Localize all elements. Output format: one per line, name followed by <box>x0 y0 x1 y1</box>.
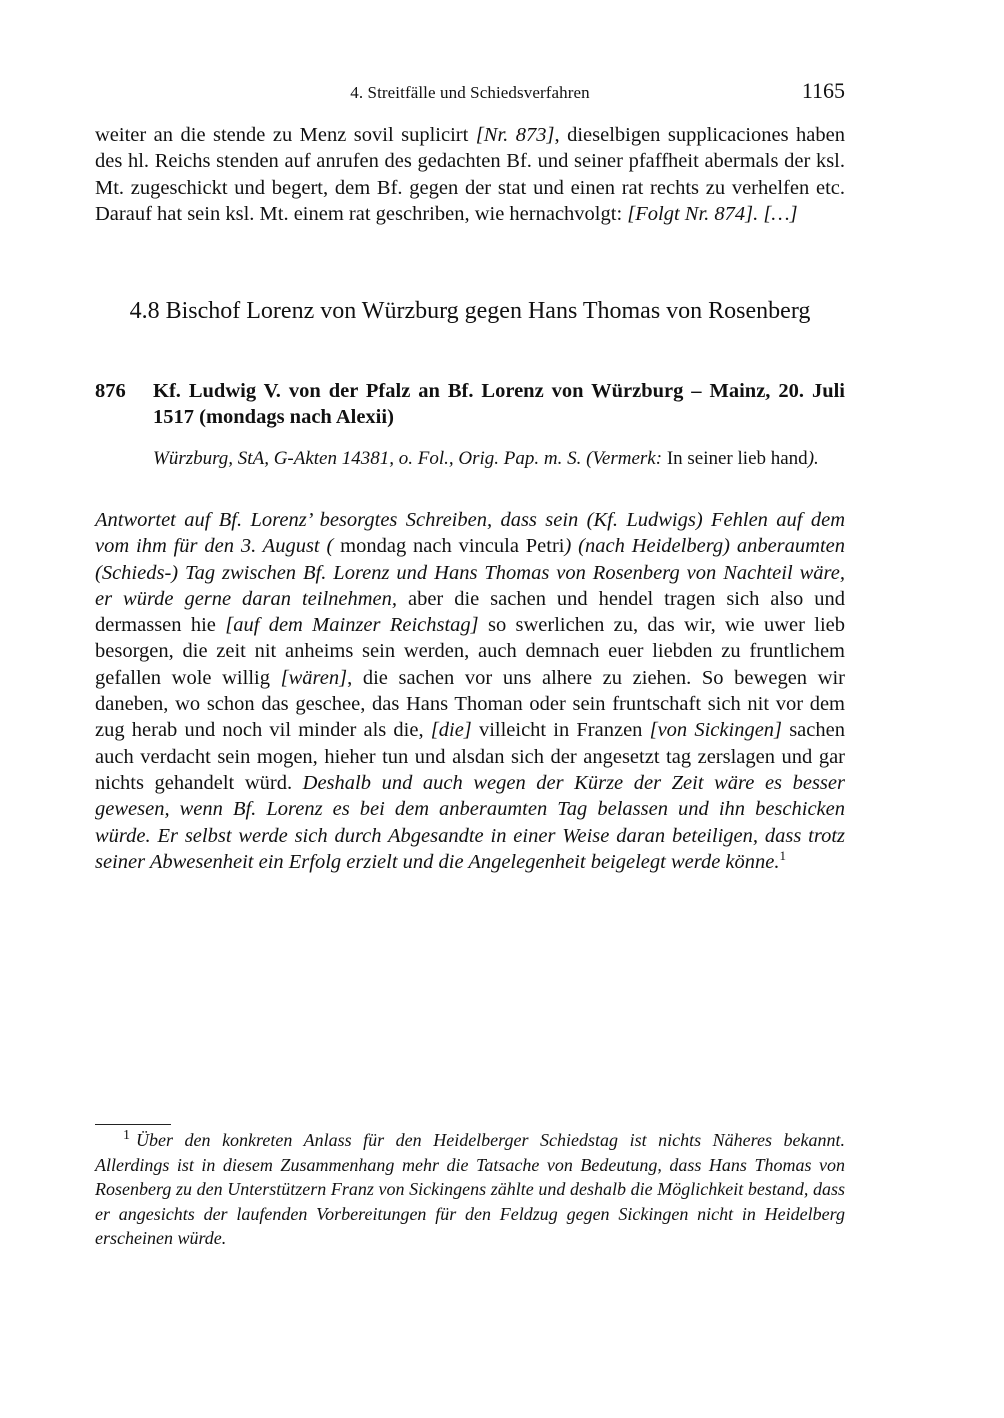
editorial-reference: [Nr. 873] <box>475 124 555 146</box>
editorial-insert: [die] <box>430 719 472 742</box>
document-heading <box>95 378 845 430</box>
footnote-reference[interactable]: 1 <box>779 848 786 864</box>
quote-run: mondag nach vincula Petri <box>333 535 565 558</box>
text-run: , dieselbigen supplicaciones haben des hl. Reichs stenden auf anrufen des gedachten Bf. und seiner pfaffheit abermals der ksl. Mt. zugeschickt und begert, dem Bf. gegen der stat und einen rat rechts zu verhelfen etc. Darauf hat sein ksl. Mt. einem rat geschriben, wie hernachvolgt: <box>95 124 846 225</box>
source-citation: Würzburg, StA, G-Akten 14381, o. Fol., Orig. Pap. m. S. (Vermerk: <box>153 448 667 469</box>
continuation-paragraph <box>95 122 845 227</box>
source-close: ). <box>807 448 819 469</box>
quote-run: , die sachen vor uns alhere zu ziehen. So bewegen wir daneben, wo schon das geschee, das Hans Thoman oder sein fruntschaft sich nit vor dem zug herab und noch vil minder als die, <box>95 666 845 742</box>
quote-run: villeicht in Franzen <box>471 719 650 742</box>
quote-run: aber die sachen und hendel tragen sich also und dermassen hie <box>95 587 845 637</box>
source-remark: In seiner lieb hand <box>666 448 808 469</box>
source-note <box>153 447 845 470</box>
main-paragraph <box>95 507 845 875</box>
footnote-divider <box>95 1124 171 1125</box>
running-head <box>95 80 845 110</box>
document-number: 876 <box>95 380 126 402</box>
editorial-reference: [Folgt Nr. 874]. […] <box>627 202 798 225</box>
section-heading: 4.8 Bischof Lorenz von Würzburg gegen Hans Thomas von Rosenberg <box>129 298 811 324</box>
text-run: weiter an die stende zu Menz sovil suplicirt <box>95 124 476 146</box>
page-number: 1165 <box>801 78 845 103</box>
footnote-number: 1 <box>123 1128 130 1143</box>
summary-run: Antwortet auf Bf. Lorenz’ besorgtes Schreiben, dass sein (Kf. Ludwigs) Fehlen auf dem vom ihm für den 3. August ( <box>95 509 845 558</box>
running-title: 4. Streitfälle und Schiedsverfahren <box>350 83 590 102</box>
footnote <box>95 1128 845 1251</box>
document-title: Kf. Ludwig V. von der Pfalz an Bf. Lorenz von Würzburg – Mainz, 20. Juli 1517 (mondags nach Alexii) <box>153 380 845 428</box>
editorial-insert: [wären] <box>280 666 348 689</box>
quote-run: so swerlichen zu, das wir, wie uwer lieb besorgen, die zeit nit anheims sein werden, auch demnach euer liebden zu fruntlichem gefallen wole willig <box>95 614 845 689</box>
summary-run: ) (nach Heidelberg) anberaumten (Schieds-) Tag zwischen Bf. Lorenz und Hans Thomas von Rosenberg von Nachteil wäre, er würde gerne daran teilnehmen, <box>95 535 846 610</box>
summary-run: Deshalb und auch wegen der Kürze der Zeit wäre es besser gewesen, wenn Bf. Lorenz es bei dem anberaumten Tag belassen und ihn beschicken würde. Er selbst werde sich durch Abgesandte in einer Weise daran beteiligen, dass trotz seiner Abwesenheit ein Erfolg erzielt und die Angelegenheit beigelegt werde könne. <box>95 771 845 873</box>
quote-run: sachen auch verdacht sein mogen, hieher tun und alsdan sich der angesetzt tag zerslagen und gar nichts gehandelt würd. <box>95 719 845 794</box>
footnote-text: Über den konkreten Anlass für den Heidelberger Schiedstag ist nichts Näheres bekannt. Allerdings ist in diesem Zusammenhang mehr die Tatsache von Bedeutung, dass Hans Thomas von Rosenberg zu den Unterstützern Franz von Sickingens zählte und deshalb die Möglichkeit bestand, dass er angesichts der laufenden Vorbereitungen für den Feldzug gegen Sickingen nicht in Heidelberg erscheinen würde. <box>95 1130 845 1248</box>
editorial-insert: [von Sickingen] <box>649 719 783 742</box>
editorial-insert: [auf dem Mainzer Reichstag] <box>225 614 479 637</box>
